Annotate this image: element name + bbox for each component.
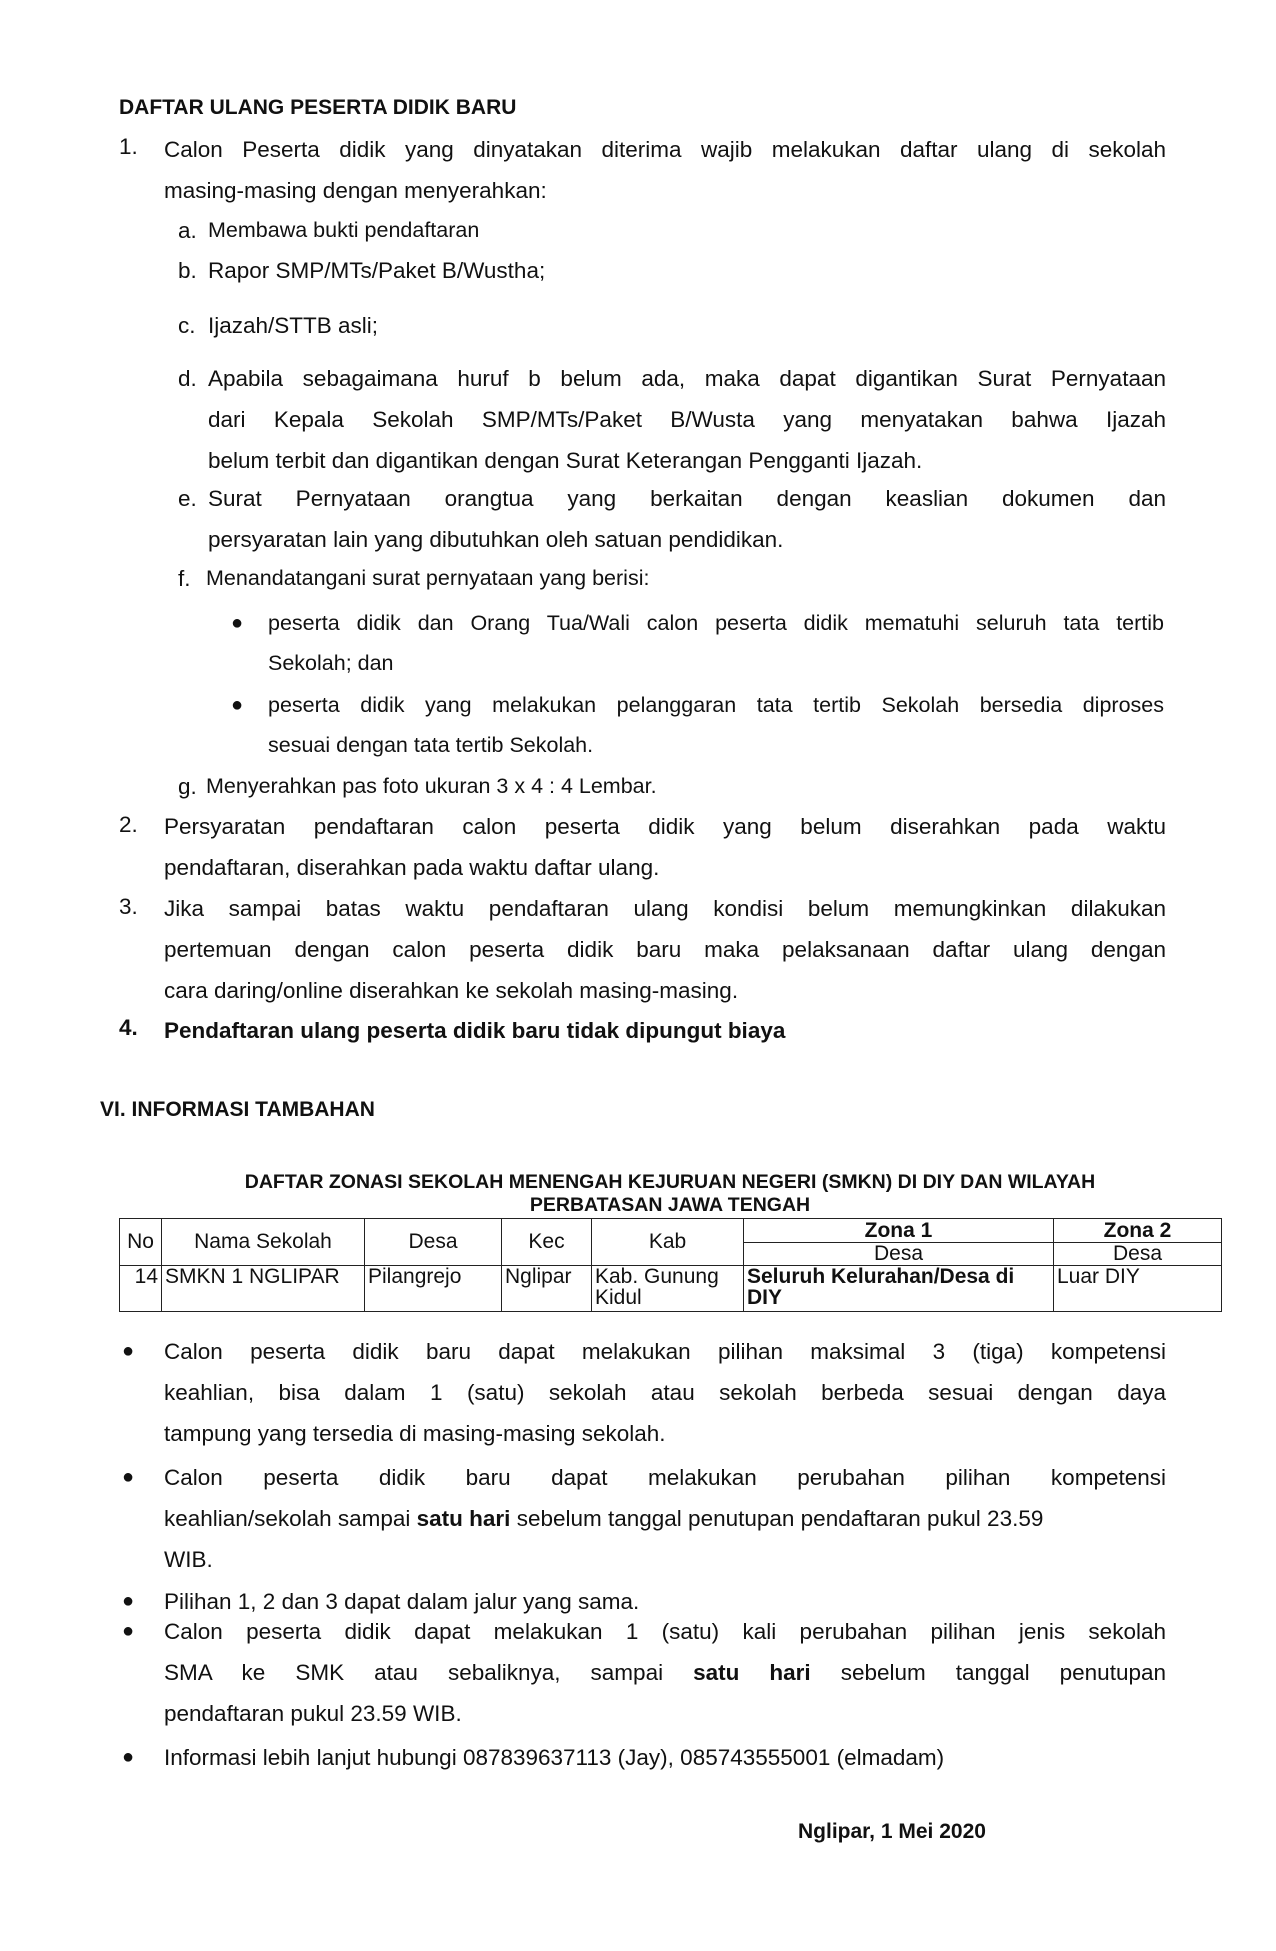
bullet-icon: ● [231, 694, 244, 716]
info-bullet-4-line-2-bold: satu hari [693, 1660, 811, 1685]
info-bullet-2-line-2-pre: keahlian/sekolah sampai [164, 1506, 417, 1531]
info-bullet-4-line-3: pendaftaran pukul 23.59 WIB. [164, 1701, 462, 1726]
table-row [120, 1266, 1222, 1312]
header-nama-sekolah: Nama Sekolah [162, 1219, 365, 1266]
info-bullet-4-line-2-post: sebelum tanggal penutupan [810, 1660, 1167, 1685]
signature-place-date: Nglipar, 1 Mei 2020 [798, 1820, 986, 1843]
cell-desa: Pilangrejo [365, 1266, 502, 1312]
item-3-line-3: cara daring/online diserahkan ke sekolah masing-masing. [164, 978, 739, 1003]
sub-label: e. [178, 486, 197, 511]
info-bullet-2-line-1: Calon peserta didik baru dapat melakukan perubahan pilihan kompetensi [164, 1465, 1166, 1490]
sub-a-text: Membawa bukti pendaftaran [208, 218, 480, 242]
item-1-line-1: Calon Peserta didik yang dinyatakan diterima wajib melakukan daftar ulang di sekolah [164, 137, 1166, 162]
sub-label: a. [178, 218, 197, 243]
sub-e-line-2: persyaratan lain yang dibutuhkan oleh satuan pendidikan. [208, 527, 784, 552]
section-heading-informasi: VI. INFORMASI TAMBAHAN [100, 1098, 375, 1121]
zonasi-table [119, 1218, 1222, 1312]
sub-f-bullet-1-line-1: peserta didik dan Orang Tua/Wali calon peserta didik mematuhi seluruh tata tertib [268, 611, 1164, 635]
header-kab: Kab [592, 1219, 744, 1266]
sub-d-line-3: belum terbit dan digantikan dengan Surat Keterangan Pengganti Ijazah. [208, 448, 923, 473]
item-1-line-2: masing-masing dengan menyerahkan: [164, 178, 547, 203]
cell-zona-1: Seluruh Kelurahan/Desa di DIY [744, 1266, 1054, 1312]
header-kec: Kec [502, 1219, 592, 1266]
sub-f-text: Menandatangani surat pernyataan yang berisi: [206, 566, 650, 590]
list-number: 3. [119, 894, 138, 919]
header-no: No [120, 1219, 162, 1266]
sub-b-text: Rapor SMP/MTs/Paket B/Wustha; [208, 258, 546, 283]
sub-label: c. [178, 313, 196, 338]
bullet-icon: ● [122, 1466, 135, 1488]
info-bullet-5-line-1: Informasi lebih lanjut hubungi 087839637113 (Jay), 085743555001 (elmadam) [164, 1745, 945, 1770]
info-bullet-4-line-1: Calon peserta didik dapat melakukan 1 (satu) kali perubahan pilihan jenis sekolah [164, 1619, 1166, 1644]
header-zona-2-desa: Desa [1054, 1243, 1222, 1266]
info-bullet-2-line-2 [164, 1498, 1043, 1539]
bullet-icon: ● [231, 612, 244, 634]
sub-label: b. [178, 258, 197, 283]
cell-nama-sekolah: SMKN 1 NGLIPAR [162, 1266, 365, 1312]
list-number: 4. [119, 1015, 138, 1040]
cell-no: 14 [120, 1266, 162, 1312]
item-2-line-2: pendaftaran, diserahkan pada waktu daftar ulang. [164, 855, 660, 880]
info-bullet-1-line-3: tampung yang tersedia di masing-masing sekolah. [164, 1421, 666, 1446]
info-bullet-1-line-2: keahlian, bisa dalam 1 (satu) sekolah atau sekolah berbeda sesuai dengan daya [164, 1380, 1166, 1405]
info-bullet-4-line-2-pre: SMA ke SMK atau sebaliknya, sampai [164, 1660, 694, 1685]
sub-f-bullet-2-line-2: sesuai dengan tata tertib Sekolah. [268, 733, 594, 757]
header-desa: Desa [365, 1219, 502, 1266]
info-bullet-4-line-2 [164, 1652, 1166, 1693]
bullet-icon: ● [122, 1746, 135, 1768]
bullet-icon: ● [122, 1590, 135, 1612]
sub-label: f. [178, 566, 191, 591]
table-title-line-2: PERBATASAN JAWA TENGAH [529, 1194, 811, 1216]
list-number: 2. [119, 812, 138, 837]
header-zona-1-desa: Desa [744, 1243, 1054, 1266]
sub-c-text: Ijazah/STTB asli; [208, 313, 379, 338]
info-bullet-2-line-2-bold: satu hari [416, 1506, 511, 1531]
sub-f-bullet-2-line-1: peserta didik yang melakukan pelanggaran tata tertib Sekolah bersedia diproses [268, 693, 1164, 717]
header-zona-1: Zona 1 [744, 1219, 1054, 1243]
cell-zona-2: Luar DIY [1054, 1266, 1222, 1312]
item-4-text: Pendaftaran ulang peserta didik baru tidak dipungut biaya [164, 1018, 786, 1043]
sub-label: g. [178, 774, 197, 799]
sub-label: d. [178, 366, 197, 391]
sub-d-line-1: Apabila sebagaimana huruf b belum ada, maka dapat digantikan Surat Pernyataan [208, 366, 1166, 391]
sub-e-line-1: Surat Pernyataan orangtua yang berkaitan dengan keaslian dokumen dan [208, 486, 1166, 511]
cell-kec: Nglipar [502, 1266, 592, 1312]
section-heading-daftar-ulang: DAFTAR ULANG PESERTA DIDIK BARU [119, 96, 517, 119]
info-bullet-3-line-1: Pilihan 1, 2 dan 3 dapat dalam jalur yang sama. [164, 1589, 640, 1614]
bullet-icon: ● [122, 1340, 135, 1362]
bullet-icon: ● [122, 1620, 135, 1642]
item-3-line-2: pertemuan dengan calon peserta didik baru maka pelaksanaan daftar ulang dengan [164, 937, 1166, 962]
item-3-line-1: Jika sampai batas waktu pendaftaran ulang kondisi belum memungkinkan dilakukan [164, 896, 1166, 921]
table-title-line-1: DAFTAR ZONASI SEKOLAH MENENGAH KEJURUAN NEGERI (SMKN) DI DIY DAN WILAYAH [244, 1171, 1096, 1193]
info-bullet-1-line-1: Calon peserta didik baru dapat melakukan pilihan maksimal 3 (tiga) kompetensi [164, 1339, 1166, 1364]
sub-d-line-2: dari Kepala Sekolah SMP/MTs/Paket B/Wusta yang menyatakan bahwa Ijazah [208, 407, 1166, 432]
list-number: 1. [119, 134, 138, 159]
sub-g-text: Menyerahkan pas foto ukuran 3 x 4 : 4 Lembar. [206, 774, 657, 798]
info-bullet-2-line-2-post: sebelum tanggal penutupan pendaftaran pukul 23.59 [510, 1506, 1044, 1531]
header-zona-2: Zona 2 [1054, 1219, 1222, 1243]
item-2-line-1: Persyaratan pendaftaran calon peserta didik yang belum diserahkan pada waktu [164, 814, 1166, 839]
sub-f-bullet-1-line-2: Sekolah; dan [268, 651, 394, 675]
info-bullet-2-line-3: WIB. [164, 1547, 213, 1572]
cell-kab: Kab. Gunung Kidul [592, 1266, 744, 1312]
